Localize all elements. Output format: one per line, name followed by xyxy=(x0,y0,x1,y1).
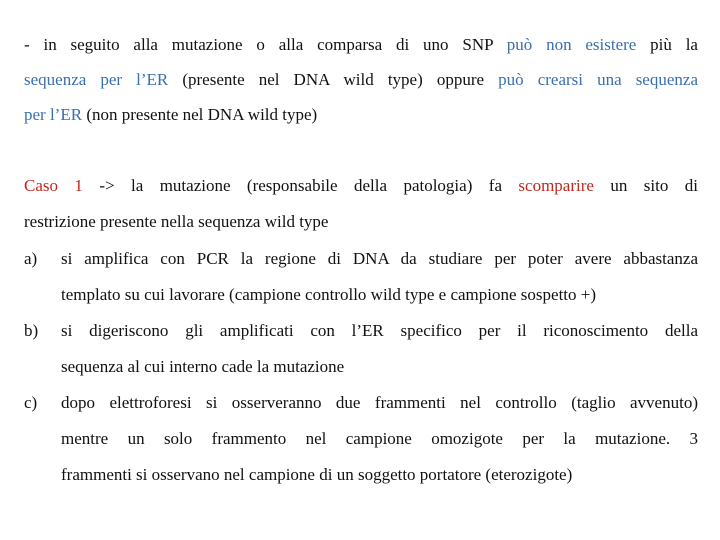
intro-text: più la xyxy=(636,35,698,54)
item-c-line-3: frammenti si osservano nel campione di un soggetto portatore (eterozigote) xyxy=(61,465,573,484)
item-b-line-1: si digeriscono gli amplificati con l’ER specifico per il riconoscimento della xyxy=(61,321,698,340)
intro-line-3 xyxy=(24,105,698,125)
item-a-line-1: si amplifica con PCR la regione di DNA da studiare per poter avere abbastanza xyxy=(61,249,698,268)
intro-line-1 xyxy=(24,35,698,55)
item-c-line-2: mentre un solo frammento nel campione omozigote per la mutazione. 3 xyxy=(61,429,698,448)
caso-text: un sito di xyxy=(593,176,699,195)
item-b-line-2: sequenza al cui interno cade la mutazione xyxy=(61,357,345,376)
item-letter-a: a) xyxy=(24,249,38,268)
highlight-blue: sequenza per l’ER xyxy=(24,70,169,89)
item-c-line-1: dopo elettroforesi si osserveranno due frammenti nel controllo (taglio avvenuto) xyxy=(61,393,698,412)
caso-line-2: restrizione presente nella sequenza wild type xyxy=(24,212,329,231)
intro-text: (non presente nel DNA wild type) xyxy=(82,105,318,124)
item-letter-c: c) xyxy=(24,393,38,412)
highlight-red: scomparire xyxy=(518,176,594,195)
intro-text: - in seguito alla mutazione o alla comparsa di uno SNP xyxy=(24,35,507,54)
item-letter-b: b) xyxy=(24,321,39,340)
highlight-blue: può crearsi una sequenza xyxy=(498,70,698,89)
item-a-line-2: templato su cui lavorare (campione controllo wild type e campione sospetto +) xyxy=(61,285,597,304)
intro-line-2 xyxy=(24,70,698,90)
intro-text: (presente nel DNA wild type) oppure xyxy=(168,70,499,89)
caso-text: -> la mutazione (responsabile della patologia) fa xyxy=(82,176,519,195)
highlight-blue: può non esistere xyxy=(506,35,637,54)
caso-label: Caso 1 xyxy=(24,176,83,195)
highlight-blue: per l’ER xyxy=(24,105,83,124)
caso-line-1 xyxy=(24,176,698,196)
